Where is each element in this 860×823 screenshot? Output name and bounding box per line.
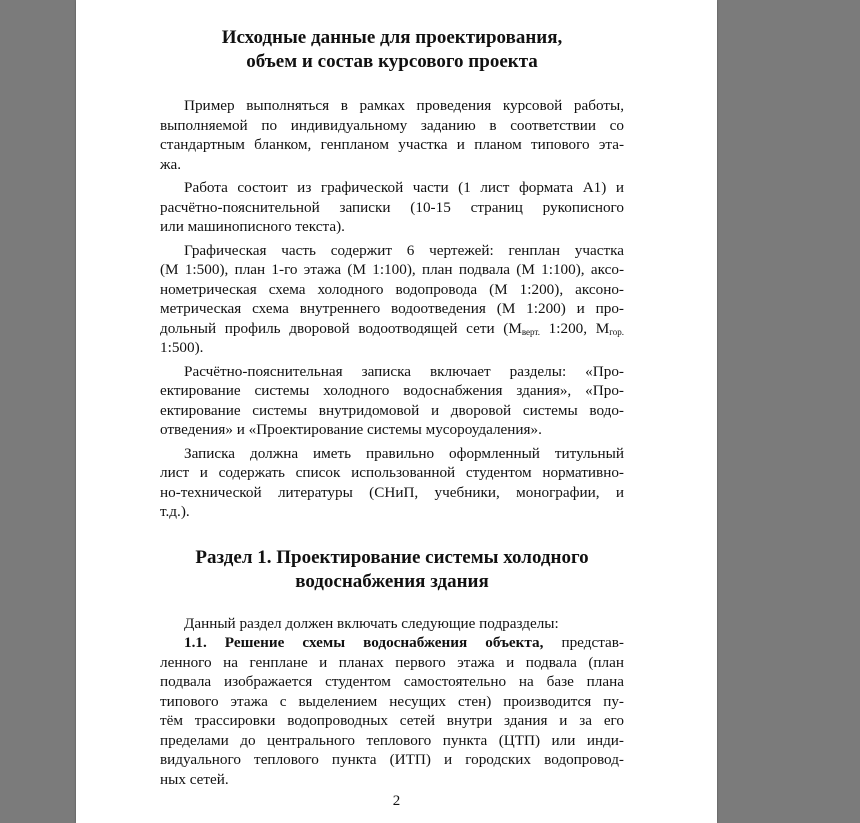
heading-line: Раздел 1. Проектирование системы холодного <box>195 546 589 568</box>
text-line: Расчётно-пояснительная записка включает разделы: «Про- <box>184 362 624 380</box>
text-line: тём трассировки водопроводных сетей внутри здания и за его <box>160 712 624 729</box>
text-line: видуального теплового пункта (ИТП) и городских водопровод- <box>160 751 624 768</box>
text-fragment: представ- <box>543 634 624 651</box>
paragraph-example <box>160 96 624 174</box>
text-line: ектирование системы холодного водоснабжения здания», «Про- <box>160 382 624 399</box>
text-line: выполняемой по индивидуальному заданию в соответствии со <box>160 116 624 134</box>
subsection-title: 1.1. Решение схемы водоснабжения объекта, <box>184 634 544 651</box>
text-line: отведения» и «Проектирование системы мусороудаления». <box>160 421 542 438</box>
text-line: Графическая часть содержит 6 чертежей: генплан участка <box>184 241 624 259</box>
text-line: Записка должна иметь правильно оформленный титульный <box>184 444 624 462</box>
text-line: ектирование системы внутридомовой и дворовой системы водо- <box>160 401 624 419</box>
section-heading-initial-data <box>160 26 624 74</box>
paragraph-subsection-1-1 <box>160 633 624 789</box>
text-line: но-технической литературы (СНиП, учебники, монографии, и <box>160 483 624 501</box>
text-line <box>160 633 624 653</box>
text-line: или машинописного текста). <box>160 218 345 235</box>
heading-line: Исходные данные для проектирования, <box>221 27 563 48</box>
text-line: Пример выполняться в рамках проведения курсовой работы, <box>184 97 624 114</box>
text-line: типового этажа с выделением несущих стен) производится пу- <box>160 692 624 710</box>
text-line: лист и содержать список использованной студентом нормативно- <box>160 464 624 481</box>
page-content <box>160 18 624 789</box>
text-line: т.д.). <box>160 503 190 520</box>
text-line: ленного на генплане и планах первого этажа и подвала (план <box>160 653 624 671</box>
heading-line: объем и состав курсового проекта <box>246 51 538 72</box>
text-line: Работа состоит из графической части (1 лист формата А1) и <box>184 179 624 196</box>
paragraph-explanatory-note <box>160 362 624 440</box>
paragraph-graphic-part <box>160 241 624 358</box>
section-heading-cold-water <box>160 546 624 594</box>
text-line: 1:500). <box>160 339 204 356</box>
page-number: 2 <box>392 793 401 809</box>
paragraph-title-sheet <box>160 444 624 522</box>
text-fragment: дольный профиль дворовой водоотводящей сети (М <box>160 319 522 337</box>
text-fragment: 1:200, М <box>539 319 610 337</box>
paragraph-section-intro <box>160 614 624 634</box>
document-page <box>76 0 717 823</box>
text-line: нометрическая схема холодного водопровода (М 1:200), аксоно- <box>160 280 624 298</box>
text-line: (М 1:500), план 1-го этажа (М 1:100), план подвала (М 1:100), аксо- <box>160 261 624 278</box>
subscript-hor: гор. <box>609 326 624 337</box>
text-line: стандартным бланком, генпланом участка и планом типового эта- <box>160 136 624 153</box>
text-line <box>160 319 624 339</box>
text-line: метрическая схема внутреннего водоотведения (М 1:200) и про- <box>160 300 624 317</box>
text-line: Данный раздел должен включать следующие подразделы: <box>184 614 559 632</box>
text-line: жа. <box>160 155 182 173</box>
text-line: подвала изображается студентом самостоятельно на базе плана <box>160 673 624 690</box>
text-line: пределами до центрального теплового пункта (ЦТП) или инди- <box>160 731 624 749</box>
subscript-vert: верт. <box>521 326 540 337</box>
heading-line: водоснабжения здания <box>295 570 489 592</box>
paragraph-work-composition <box>160 178 624 237</box>
text-line: расчётно-пояснительной записки (10-15 страниц рукописного <box>160 198 624 216</box>
text-line: ных сетей. <box>160 770 229 788</box>
